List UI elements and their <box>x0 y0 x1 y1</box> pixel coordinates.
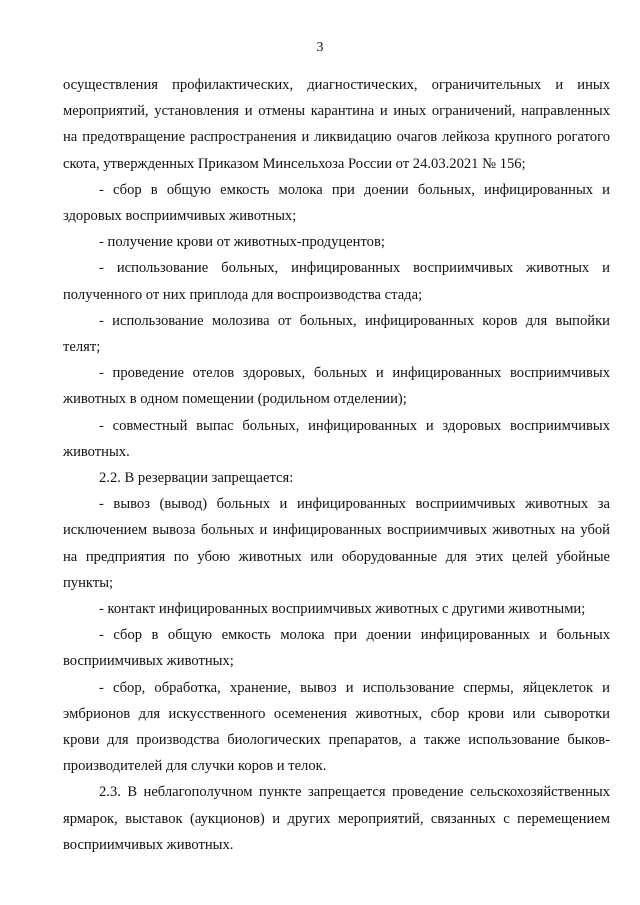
page-number: 3 <box>316 40 324 55</box>
list-item: - использование больных, инфицированных восприимчивых животных и полученного от них приплода для воспроизводства стада; <box>63 260 610 303</box>
list-item: - сбор в общую емкость молока при доении инфицированных и больных восприимчивых животных; <box>63 627 610 670</box>
list-item: - сбор, обработка, хранение, вывоз и использование спермы, яйцеклеток и эмбрионов для искусственного осеменения животных, сбор крови или сыворотки крови для производства биологических препаратов, а также использование быков-производителей для случки коров и телок. <box>63 679 610 775</box>
list-item: - получение крови от животных-продуцентов; <box>99 234 385 251</box>
list-item: - использование молозива от больных, инфицированных коров для выпойки телят; <box>63 312 610 356</box>
list-item: - совместный выпас больных, инфицированных и здоровых восприимчивых животных. <box>63 417 610 460</box>
list-item: - контакт инфицированных восприимчивых животных с другими животными; <box>99 601 586 618</box>
list-item: - вывоз (вывод) больных и инфицированных восприимчивых животных за исключением вывоза больных и инфицированных восприимчивых животных на убой на предприятия по убою животных или оборудованные для этих целей убойные пункты; <box>63 496 610 591</box>
section-heading-2-2: 2.2. В резервации запрещается: <box>99 470 294 487</box>
list-item: - проведение отелов здоровых, больных и инфицированных восприимчивых животных в одном помещении (родильном отделении); <box>63 365 610 408</box>
section-paragraph-2-3: 2.3. В неблагополучном пункте запрещается проведение сельскохозяйственных ярмарок, выставок (аукционов) и других мероприятий, связанных с перемещением восприимчивых животных. <box>63 784 610 853</box>
paragraph-continuation: осуществления профилактических, диагностических, ограничительных и иных мероприятий, установления и отмены карантина и иных ограничений, направленных на предотвращение распространения и ликвидацию очагов лейкоза крупного рогатого скота, утвержденных Приказом Минсельхоза России от 24.03.2021 № 156; <box>63 77 610 172</box>
list-item: - сбор в общую емкость молока при доении больных, инфицированных и здоровых восприимчивых животных; <box>63 181 610 225</box>
document-body <box>63 72 610 858</box>
